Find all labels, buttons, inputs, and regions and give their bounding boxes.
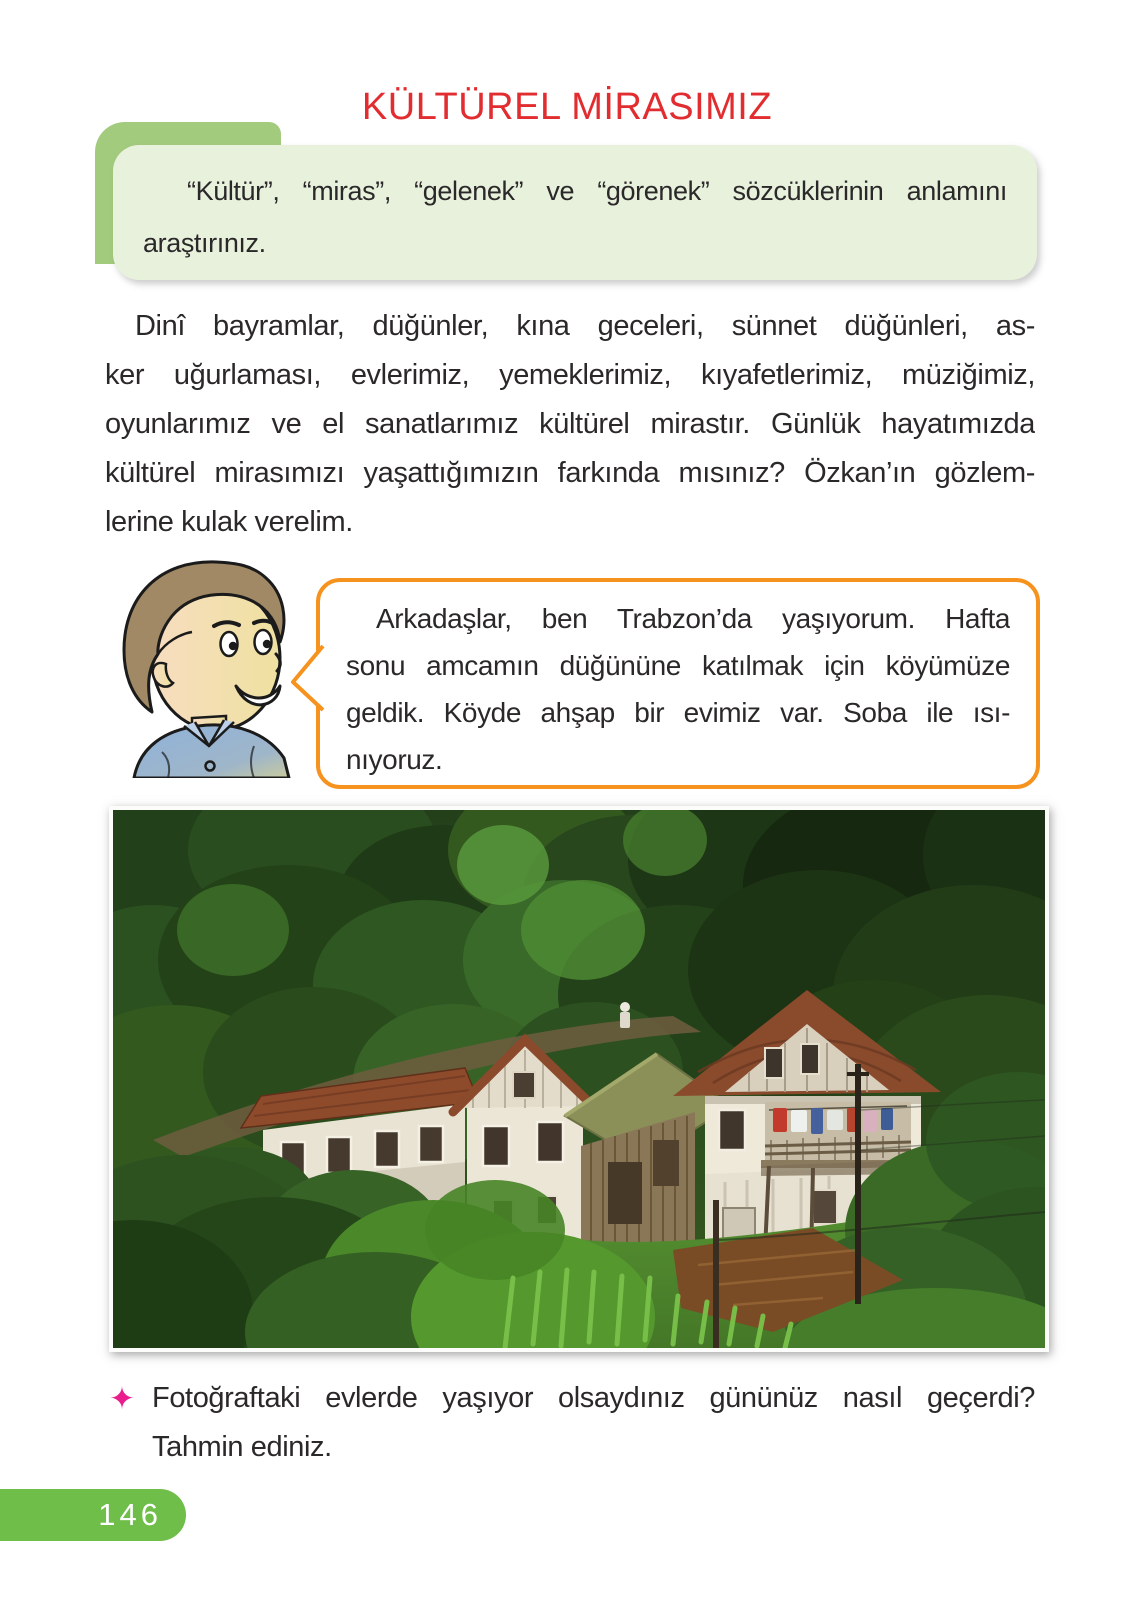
boy-head (124, 562, 284, 730)
question-line: Fotoğraftaki evlerde yaşıyor olsaydınız gününüz nasıl geçerdi? (152, 1382, 1035, 1414)
paragraph-line: oyunlarımız ve el sanatlarımız kültürel mirastır. Günlük hayatımızda (105, 408, 1035, 440)
star-bullet-icon: ✦ (109, 1381, 135, 1416)
note-line: araştırınız. (143, 228, 266, 258)
research-note-box (113, 145, 1037, 280)
village-photo-scene (113, 810, 1045, 1348)
question-line: Tahmin ediniz. (152, 1431, 332, 1463)
intro-paragraph (105, 302, 1035, 547)
activity-question (105, 1374, 1035, 1472)
speech-line: Arkadaşlar, ben Trabzon’da yaşıyorum. Hafta (376, 603, 1010, 634)
person-on-track (620, 1002, 630, 1028)
page-number: 146 (98, 1497, 162, 1532)
speech-line: nıyoruz. (346, 744, 443, 775)
paragraph-line: kültürel mirasımızı yaşattığımızın farkında mısınız? Özkan’ın gözlem- (105, 457, 1035, 489)
speech-line: sonu amcamın düğününe katılmak için köyümüze (346, 650, 1010, 681)
paragraph-line: ker uğurlaması, evlerimiz, yemeklerimiz, kıyafetlerimiz, müziğimiz, (105, 359, 1035, 391)
boy-shirt (134, 716, 289, 778)
speech-bubble (316, 578, 1040, 789)
paragraph-line: Dinî bayramlar, düğünler, kına geceleri, sünnet düğünleri, as- (135, 310, 1035, 342)
page-number-badge (0, 1489, 186, 1541)
note-line: “Kültür”, “miras”, “gelenek” ve “görenek” sözcüklerinin anlamını (187, 176, 1007, 206)
village-photo (109, 806, 1049, 1352)
speech-line: geldik. Köyde ahşap bir evimiz var. Soba ile ısı- (346, 697, 1010, 728)
speech-bubble-tail (289, 644, 325, 716)
boy-character-illustration (96, 550, 314, 778)
page-title: KÜLTÜREL MİRASIMIZ (361, 86, 773, 128)
paragraph-line: lerine kulak verelim. (105, 506, 353, 538)
